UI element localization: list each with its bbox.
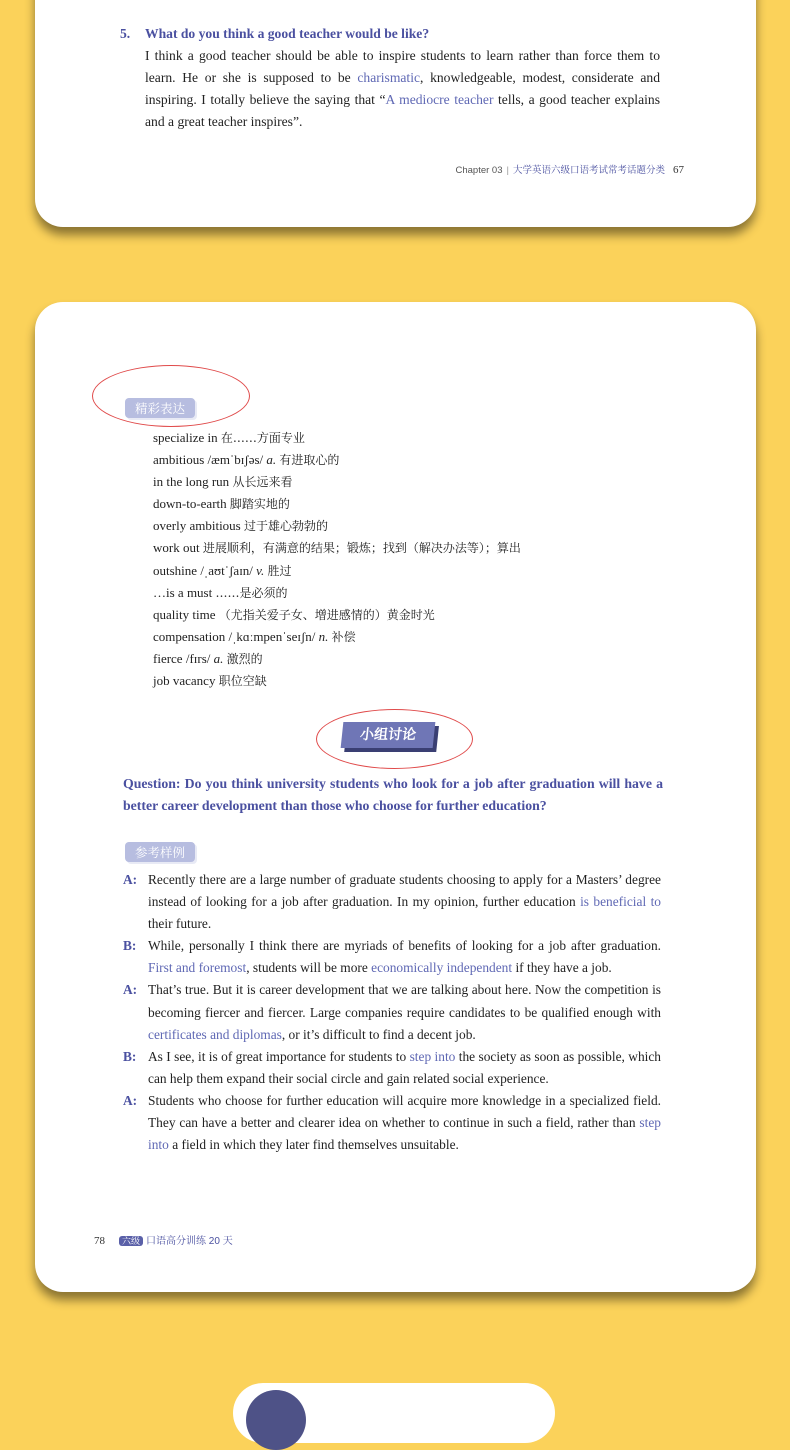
- vocab-term: …is a must: [153, 584, 213, 600]
- vocab-meaning: ……是必须的: [215, 585, 288, 600]
- highlighted-phrase: charismatic: [357, 70, 421, 85]
- vocab-phonetic: /fɪrs/: [185, 650, 211, 666]
- vocab-item: [153, 626, 673, 648]
- text-run: the society as soon as possible, which can help them expand their social circle and gain related social experience.: [148, 1048, 661, 1086]
- page-number: 78: [94, 1235, 105, 1247]
- vocab-meaning: 脚踏实地的: [229, 497, 290, 512]
- question-5-heading: [120, 23, 660, 45]
- top-page-footer: [400, 162, 684, 176]
- text-run: , or it’s difficult to find a decent job.: [281, 1026, 476, 1042]
- question-5-answer: [120, 45, 660, 133]
- text-run: , students will be more: [246, 960, 372, 976]
- vocab-meaning: 从长远来看: [232, 475, 293, 490]
- vocab-part-of-speech: n.: [318, 628, 329, 644]
- vocab-item: [153, 427, 673, 449]
- vocab-meaning: 过于雄心勃勃的: [244, 519, 329, 534]
- vocab-term: job vacancy: [153, 673, 216, 689]
- vocab-term: outshine: [153, 562, 198, 578]
- vocab-meaning: （尤指关爱子女、增进感情的）黄金时光: [218, 607, 435, 622]
- text-run: Recently there are a large number of graduate students choosing to apply for a Masters’ degree instead of looking for a job after graduation. In my opinion, further education: [148, 872, 661, 910]
- sample-section-label: 参考样例: [125, 842, 195, 862]
- main-page-footer: [94, 1232, 233, 1247]
- discussion-question: Question: Do you think university students who look for a job after graduation will have a better career development than those who choose for further education?: [123, 776, 663, 813]
- text-run: Students who choose for further education will acquire more knowledge in a specialized field. They can have a better and clearer idea on whether to continue in such a field, rather than: [148, 1092, 661, 1131]
- vocab-list: [153, 427, 673, 692]
- vocab-item: [153, 648, 673, 670]
- text-run: That’s true. But it is career development that we are talking about here. Now the competition is becoming fiercer and fiercer. Large companies require candidates to be qualified enough with: [148, 982, 661, 1020]
- dialog-turn: [123, 935, 661, 979]
- vocab-item: [153, 471, 673, 493]
- discussion-section-label: 小组讨论: [341, 722, 436, 748]
- footer-title: 大学英语六级口语考试常考话题分类: [512, 165, 665, 176]
- vocab-meaning: 职位空缺: [218, 674, 267, 689]
- vocab-meaning: 激烈的: [226, 651, 263, 666]
- vocab-phonetic: /ˌaʊtˈʃaɪn/: [200, 562, 253, 578]
- dialog-turn: [123, 1090, 661, 1156]
- text-run: tells, a good teacher explains and a great teacher inspires”.: [145, 92, 660, 129]
- speaker-label: B:: [123, 938, 137, 954]
- vocab-item: [153, 515, 673, 537]
- vocab-item: [153, 493, 673, 515]
- vocab-term: quality time: [153, 606, 216, 622]
- page-number: 67: [673, 164, 684, 176]
- speaker-label: B:: [123, 1048, 137, 1064]
- dialog-turn: [123, 1046, 661, 1090]
- vocab-item: [153, 670, 673, 692]
- highlighted-phrase: step into: [148, 1115, 661, 1153]
- highlighted-phrase: economically independent: [371, 960, 513, 976]
- vocab-term: overly ambitious: [153, 518, 241, 534]
- vocab-item: [153, 582, 673, 604]
- vocab-part-of-speech: a.: [213, 650, 224, 666]
- vocab-item: [153, 449, 673, 471]
- highlighted-phrase: step into: [409, 1048, 456, 1064]
- vocab-part-of-speech: a.: [266, 452, 277, 468]
- vocab-meaning: 在……方面专业: [220, 431, 305, 445]
- dialog-turn: [123, 869, 661, 935]
- text-run: As I see, it is of great importance for students to: [148, 1048, 410, 1064]
- text-run: I think a good teacher should be able to inspire students to learn rather than force them to learn. He or she is supposed to be: [145, 48, 660, 85]
- chapter-label: Chapter 03: [455, 165, 503, 176]
- vocab-meaning: 有进取心的: [279, 453, 340, 468]
- vocab-phonetic: /ˌkɑːmpenˈseɪʃn/: [228, 628, 316, 644]
- sample-dialog: [123, 869, 661, 1156]
- highlighted-phrase: First and foremost: [148, 960, 247, 976]
- vocab-term: work out: [153, 540, 200, 556]
- vocab-item: [153, 560, 673, 582]
- vocab-term: in the long run: [153, 474, 230, 490]
- text-run: their future.: [148, 916, 212, 932]
- question-5-text: What do you think a good teacher would be like?: [145, 26, 430, 41]
- vocab-term: ambitious: [153, 452, 205, 468]
- vocab-term: specialize in: [153, 430, 218, 445]
- speaker-label: A:: [123, 872, 138, 887]
- vocab-section-label: 精彩表达: [125, 398, 195, 418]
- highlighted-phrase: is beneficial to: [580, 894, 661, 910]
- vocab-part-of-speech: v.: [256, 562, 265, 578]
- highlighted-phrase: A mediocre teacher: [385, 92, 494, 107]
- vocab-term: down-to-earth: [153, 496, 227, 512]
- question-number: 5.: [120, 26, 131, 41]
- level-badge: 六级: [119, 1236, 143, 1246]
- text-run: if they have a job.: [512, 960, 612, 976]
- text-run: a field in which they later find themselves unsuitable.: [168, 1137, 459, 1153]
- vocab-meaning: 胜过: [267, 563, 292, 578]
- dialog-turn: [123, 979, 661, 1045]
- speaker-label: A:: [123, 1092, 138, 1108]
- vocab-item: [153, 537, 673, 559]
- vocab-item: [153, 604, 673, 626]
- vocab-term: compensation: [153, 628, 226, 644]
- highlighted-phrase: certificates and diplomas: [148, 1026, 282, 1042]
- text-run: While, personally I think there are myriads of benefits of looking for a job after graduation.: [148, 938, 661, 954]
- footer-separator: |: [506, 165, 509, 176]
- bottom-nav-icon[interactable]: [246, 1390, 306, 1450]
- question-5-block: [120, 23, 660, 133]
- text-run: , knowledgeable, modest, considerate and inspiring. I totally believe the saying that “: [145, 70, 660, 107]
- vocab-meaning: 进展顺利，有满意的结果；锻炼；找到（解决办法等）；算出: [202, 541, 521, 556]
- vocab-meaning: 补偿: [331, 629, 356, 644]
- speaker-label: A:: [123, 982, 138, 998]
- footer-title: 口语高分训练 20 天: [146, 1236, 233, 1247]
- vocab-term: fierce: [153, 650, 183, 666]
- vocab-phonetic: /æmˈbɪʃəs/: [207, 452, 264, 468]
